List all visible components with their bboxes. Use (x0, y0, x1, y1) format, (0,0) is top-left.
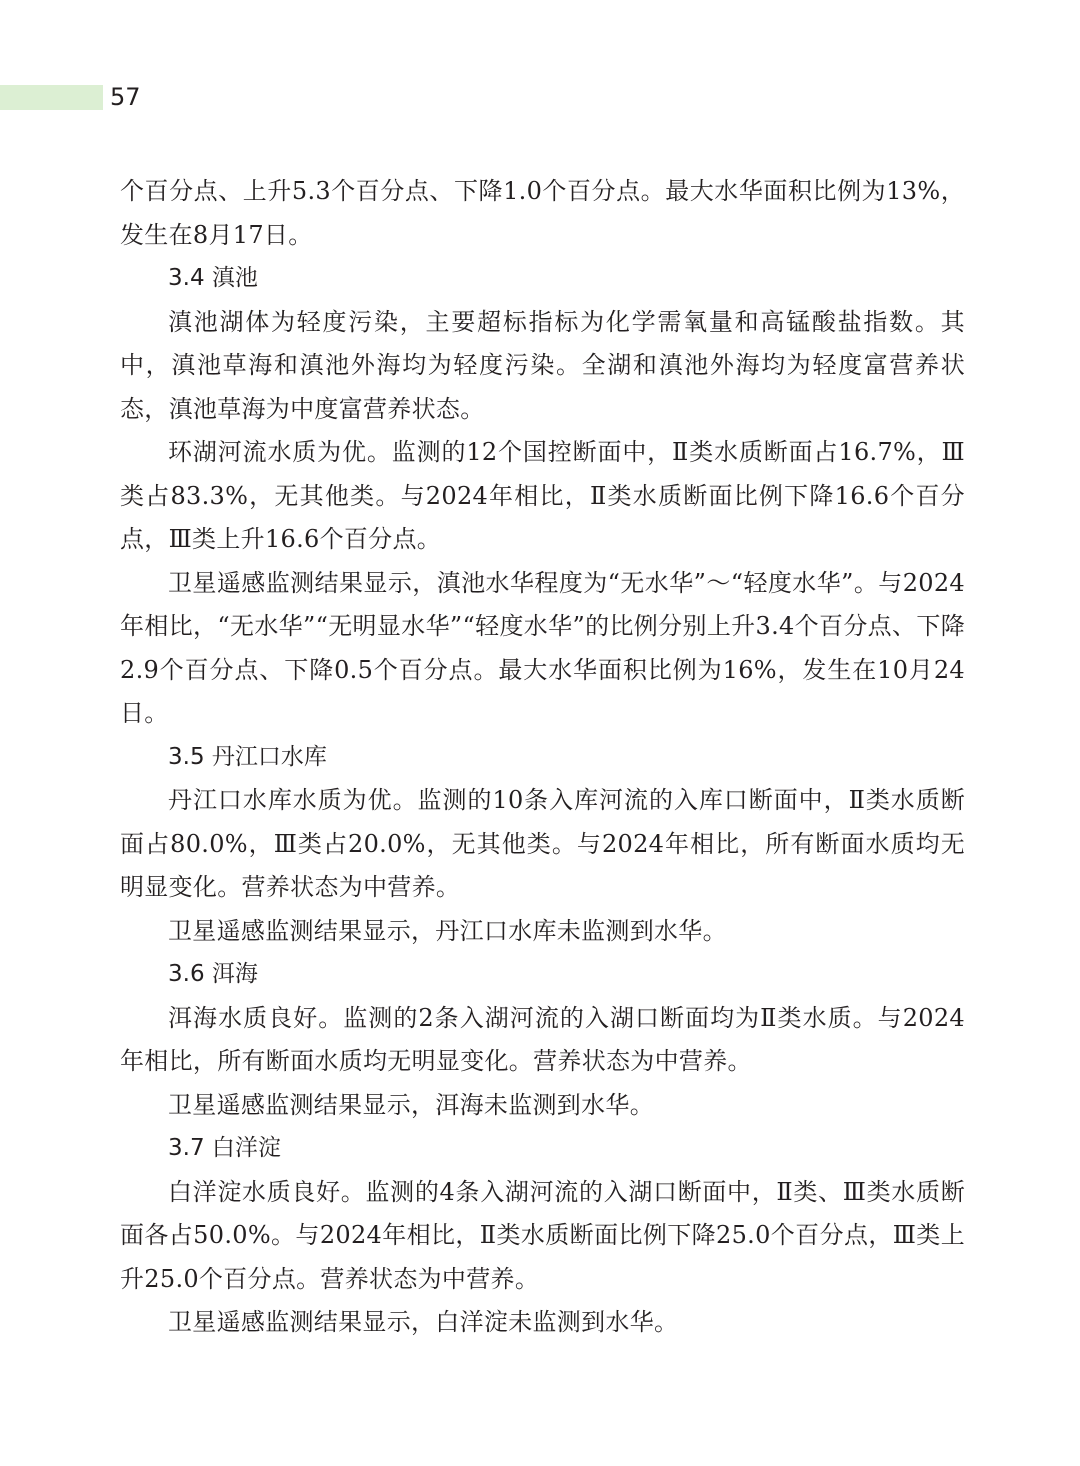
document-body (120, 170, 965, 1345)
paragraph: 卫星遥感监测结果显示，洱海未监测到水华。 (168, 1090, 654, 1119)
paragraph-continuation: 个百分点、上升5.3个百分点、下降1.0个百分点。最大水华面积比例为13%，发生在8月17日。 (120, 177, 965, 249)
section-heading-3-5: 3.5 丹江口水库 (168, 743, 327, 770)
section-heading-3-7: 3.7 白洋淀 (168, 1135, 281, 1161)
section-heading-3-6: 3.6 洱海 (168, 961, 258, 987)
section-heading-3-4: 3.4 滇池 (168, 265, 258, 291)
page-number: 57 (110, 83, 141, 111)
paragraph: 滇池湖体为轻度污染，主要超标指标为化学需氧量和高锰酸盐指数。其中，滇池草海和滇池外海均为轻度污染。全湖和滇池外海均为轻度富营养状态，滇池草海为中度富营养状态。 (120, 307, 965, 423)
paragraph: 白洋淀水质良好。监测的4条入湖河流的入湖口断面中，Ⅱ类、Ⅲ类水质断面各占50.0%。与2024年相比，Ⅱ类水质断面比例下降25.0个百分点，Ⅲ类上升25.0个百分点。营养状态为中营养。 (120, 1177, 965, 1293)
paragraph: 丹江口水库水质为优。监测的10条入库河流的入库口断面中，Ⅱ类水质断面占80.0%，Ⅲ类占20.0%，无其他类。与2024年相比，所有断面水质均无明显变化。营养状态为中营养。 (120, 786, 965, 901)
paragraph: 卫星遥感监测结果显示，白洋淀未监测到水华。 (168, 1308, 679, 1336)
paragraph: 卫星遥感监测结果显示，丹江口水库未监测到水华。 (168, 916, 727, 945)
paragraph: 洱海水质良好。监测的2条入湖河流的入湖口断面均为Ⅱ类水质。与2024年相比，所有断面水质均无明显变化。营养状态为中营养。 (120, 1003, 965, 1075)
page-number-band (0, 85, 103, 110)
paragraph: 卫星遥感监测结果显示，滇池水华程度为“无水华”～“轻度水华”。与2024年相比，“无水华”“无明显水华”“轻度水华”的比例分别上升3.4个百分点、下降2.9个百分点、下降0.5个百分点。最大水华面积比例为16%，发生在10月24日。 (120, 568, 965, 727)
paragraph: 环湖河流水质为优。监测的12个国控断面中，Ⅱ类水质断面占16.7%，Ⅲ类占83.3%，无其他类。与2024年相比，Ⅱ类水质断面比例下降16.6个百分点，Ⅲ类上升16.6个百分点。 (120, 438, 965, 553)
